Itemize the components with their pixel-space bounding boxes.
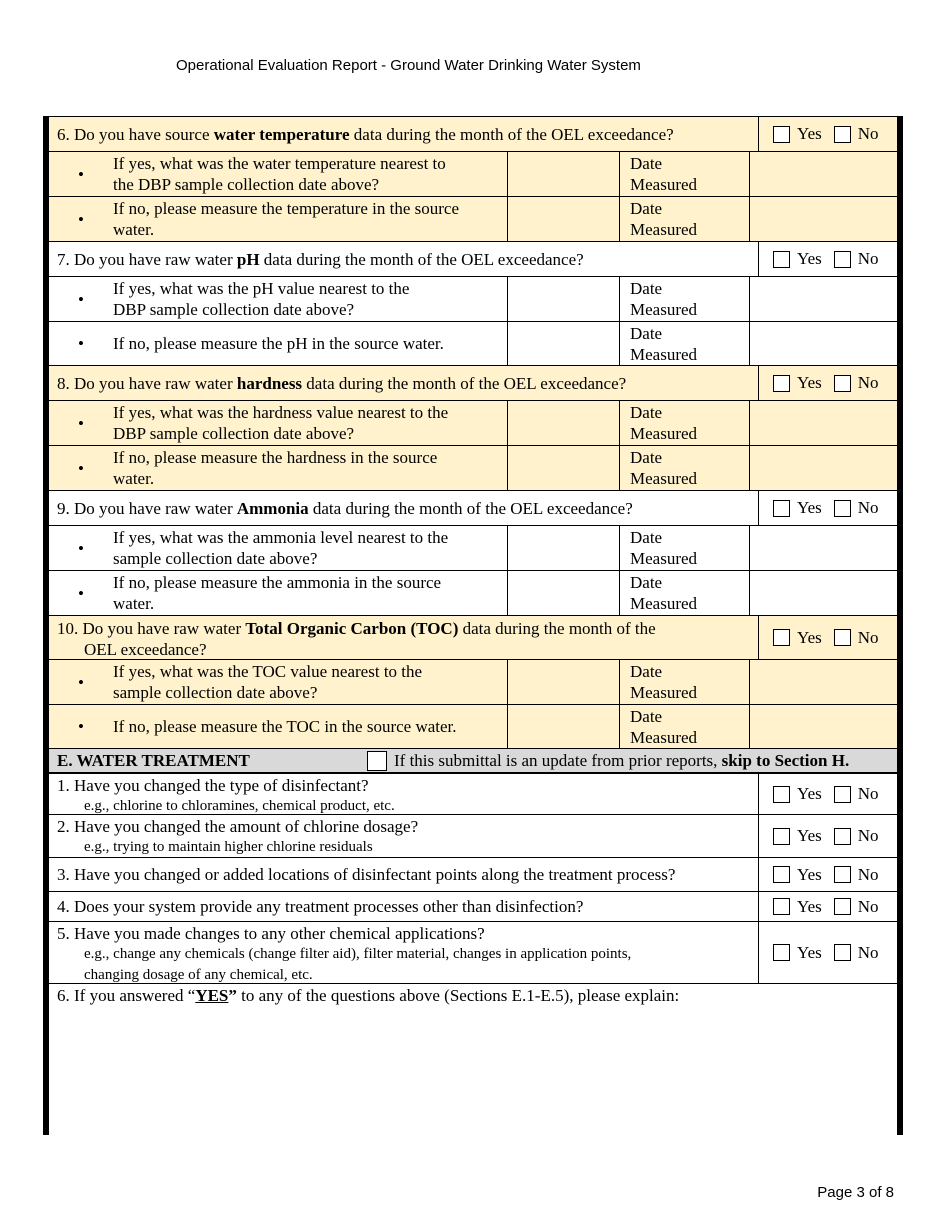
q8-no-value-input[interactable] (507, 446, 619, 490)
question-7-text: 7. Do you have raw water pH data during the month of the OEL exceedance? (57, 249, 584, 269)
e2-yes-checkbox[interactable] (773, 828, 790, 845)
question-8-text: 8. Do you have raw water hardness data during the month of the OEL exceedance? (57, 373, 627, 393)
question-7-yes-no: Yes No (758, 242, 897, 276)
question-e5-text: 5. Have you made changes to any other chemical applications? e.g., change any chemicals (change filter aid), filter material, changes in application points, changing dosage of any chemical, etc. (57, 924, 632, 983)
section-e-title: E. WATER TREATMENT (57, 750, 250, 770)
q7-no-checkbox[interactable] (834, 251, 851, 268)
question-7-bullet-yes: • If yes, what was the pH value nearest to the DBP sample collection date above? Date Measured (49, 277, 897, 322)
e5-yes-checkbox[interactable] (773, 944, 790, 961)
question-e5-row (49, 922, 897, 984)
q10-yes-date-input[interactable] (749, 660, 897, 704)
e4-yes-checkbox[interactable] (773, 898, 790, 915)
question-e3-text: 3. Have you changed or added locations of disinfectant points along the treatment process? (57, 865, 676, 884)
q6-no-date-input[interactable] (749, 197, 897, 241)
question-7-row (49, 242, 897, 277)
date-measured-label: Date Measured (619, 277, 749, 321)
question-e2-row (49, 815, 897, 858)
q6-yes-date-input[interactable] (749, 152, 897, 196)
question-e1-yes-no: Yes No (758, 774, 897, 814)
question-10-text: 10. Do you have raw water Total Organic Carbon (TOC) data during the month of the OEL exceedance? (57, 619, 656, 659)
q8-no-date-input[interactable] (749, 446, 897, 490)
q7-yes-value-input[interactable] (507, 277, 619, 321)
q6-yes-checkbox[interactable] (773, 126, 790, 143)
question-e1-text: 1. Have you changed the type of disinfectant? e.g., chlorine to chloramines, chemical product, etc. (57, 776, 395, 814)
date-measured-label: Date Measured (619, 322, 749, 365)
q10-yes-checkbox[interactable] (773, 629, 790, 646)
q7-no-value-input[interactable] (507, 322, 619, 365)
q7-yes-checkbox[interactable] (773, 251, 790, 268)
question-8-bullet-yes: • If yes, what was the hardness value nearest to the DBP sample collection date above? Date Measured (49, 401, 897, 446)
date-measured-label: Date Measured (619, 446, 749, 490)
question-e6-row (49, 984, 897, 1135)
question-6-row (49, 117, 897, 152)
question-e2-text: 2. Have you changed the amount of chlorine dosage? e.g., trying to maintain higher chlorine residuals (57, 817, 419, 855)
question-8-yes-no: Yes No (758, 366, 897, 400)
question-e3-row (49, 858, 897, 892)
q10-no-checkbox[interactable] (834, 629, 851, 646)
q10-no-date-input[interactable] (749, 705, 897, 748)
question-9-bullet-no: • If no, please measure the ammonia in the source water. Date Measured (49, 571, 897, 616)
question-9-row (49, 491, 897, 526)
q8-yes-value-input[interactable] (507, 401, 619, 445)
question-e5-yes-no: Yes No (758, 922, 897, 983)
question-10-bullet-no: • If no, please measure the TOC in the source water. Date Measured (49, 705, 897, 749)
question-e1-row (49, 774, 897, 815)
q9-yes-value-input[interactable] (507, 526, 619, 570)
q6-no-checkbox[interactable] (834, 126, 851, 143)
date-measured-label: Date Measured (619, 705, 749, 748)
question-e4-yes-no: Yes No (758, 892, 897, 921)
q8-yes-checkbox[interactable] (773, 375, 790, 392)
date-measured-label: Date Measured (619, 152, 749, 196)
question-6-yes-no: Yes No (758, 117, 897, 151)
question-8-row (49, 366, 897, 401)
q10-yes-value-input[interactable] (507, 660, 619, 704)
date-measured-label: Date Measured (619, 526, 749, 570)
question-9-yes-no: Yes No (758, 491, 897, 525)
question-e4-row (49, 892, 897, 922)
page-header-title: Operational Evaluation Report - Ground Water Drinking Water System (176, 57, 641, 74)
q9-no-date-input[interactable] (749, 571, 897, 615)
e3-yes-checkbox[interactable] (773, 866, 790, 883)
question-10-bullet-yes: • If yes, what was the TOC value nearest to the sample collection date above? Date Measured (49, 660, 897, 705)
question-e3-yes-no: Yes No (758, 858, 897, 891)
e3-no-checkbox[interactable] (834, 866, 851, 883)
section-e-header (49, 749, 897, 774)
q9-no-checkbox[interactable] (834, 500, 851, 517)
question-e6-text: 6. If you answered “YES” to any of the questions above (Sections E.1-E.5), please explain: (57, 986, 680, 1005)
date-measured-label: Date Measured (619, 197, 749, 241)
q10-no-value-input[interactable] (507, 705, 619, 748)
question-9-bullet-yes: • If yes, what was the ammonia level nearest to the sample collection date above? Date Measured (49, 526, 897, 571)
q6-yes-value-input[interactable] (507, 152, 619, 196)
question-6-bullet-no: • If no, please measure the temperature in the source water. Date Measured (49, 197, 897, 242)
q6-no-value-input[interactable] (507, 197, 619, 241)
date-measured-label: Date Measured (619, 401, 749, 445)
q9-yes-date-input[interactable] (749, 526, 897, 570)
q9-no-value-input[interactable] (507, 571, 619, 615)
form-table (43, 116, 903, 1135)
question-10-yes-no: Yes No (758, 616, 897, 659)
e1-no-checkbox[interactable] (834, 786, 851, 803)
question-6-bullet-yes: • If yes, what was the water temperature nearest to the DBP sample collection date above? Date Measured (49, 152, 897, 197)
q8-no-checkbox[interactable] (834, 375, 851, 392)
e4-no-checkbox[interactable] (834, 898, 851, 915)
q9-yes-checkbox[interactable] (773, 500, 790, 517)
q7-yes-date-input[interactable] (749, 277, 897, 321)
section-e-skip-note: If this submittal is an update from prior reports, skip to Section H. (367, 749, 889, 772)
question-6-text: 6. Do you have source water temperature data during the month of the OEL exceedance? (57, 124, 674, 144)
e5-no-checkbox[interactable] (834, 944, 851, 961)
e2-no-checkbox[interactable] (834, 828, 851, 845)
question-e2-yes-no: Yes No (758, 815, 897, 857)
question-7-bullet-no: • If no, please measure the pH in the source water. Date Measured (49, 322, 897, 366)
e1-yes-checkbox[interactable] (773, 786, 790, 803)
q7-no-date-input[interactable] (749, 322, 897, 365)
date-measured-label: Date Measured (619, 660, 749, 704)
question-9-text: 9. Do you have raw water Ammonia data during the month of the OEL exceedance? (57, 498, 633, 518)
explanation-textarea[interactable] (49, 1012, 897, 1135)
page-number: Page 3 of 8 (817, 1184, 894, 1201)
date-measured-label: Date Measured (619, 571, 749, 615)
section-e-skip-checkbox[interactable] (367, 751, 387, 771)
question-e4-text: 4. Does your system provide any treatment processes other than disinfection? (57, 897, 584, 916)
question-8-bullet-no: • If no, please measure the hardness in the source water. Date Measured (49, 446, 897, 491)
q8-yes-date-input[interactable] (749, 401, 897, 445)
question-10-row (49, 616, 897, 660)
